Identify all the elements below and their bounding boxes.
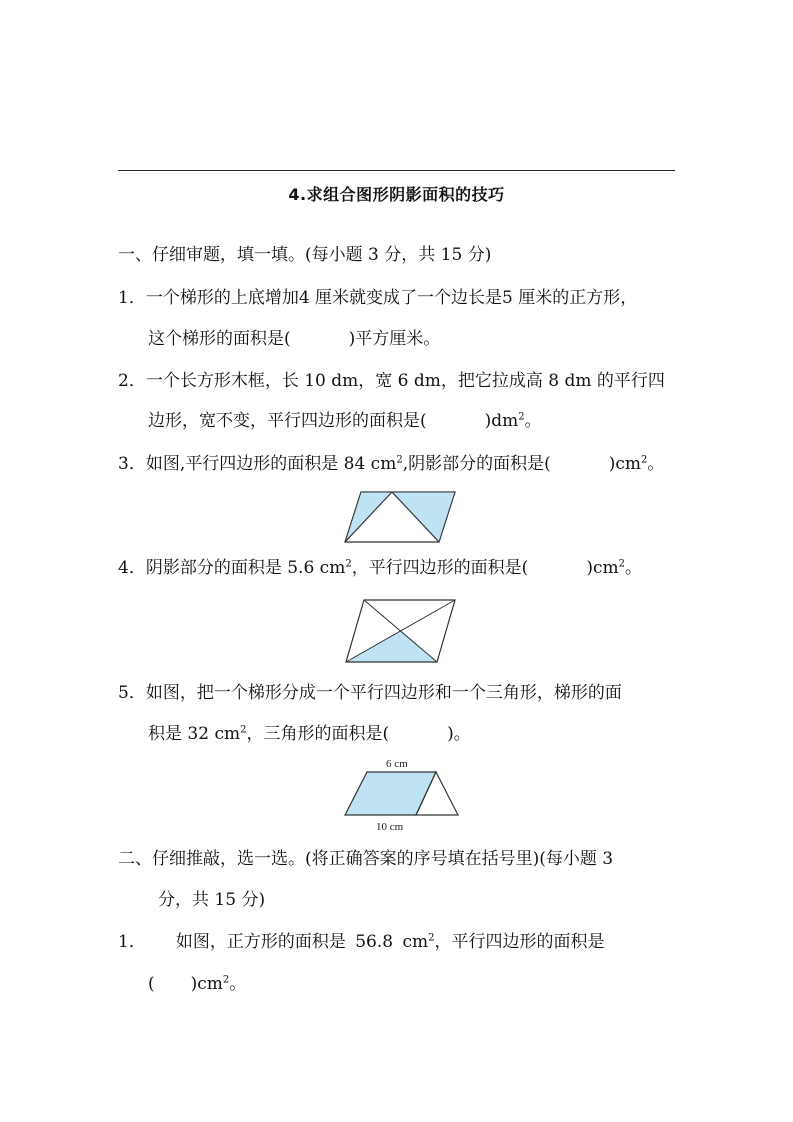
q4-sup2: 2 [618, 558, 625, 570]
q5-sup: 2 [240, 724, 247, 736]
q4-figure [345, 598, 457, 664]
s2-q1-sup1: 2 [428, 932, 435, 944]
q2-sup: 2 [518, 411, 525, 423]
q2-text-c: 。 [524, 411, 542, 431]
q5-text-b: ，三角形的面积是( [246, 724, 390, 744]
q3-figure [344, 490, 456, 544]
q4-text-c: )cm [586, 558, 619, 578]
q3-number: 3． [118, 454, 146, 474]
q1-text-b: )平方厘米。 [348, 329, 441, 349]
q5-line2 [148, 723, 471, 745]
s2-q1-line2 [148, 973, 246, 995]
q3-shade-right [392, 492, 455, 542]
q4-text-d: 。 [624, 558, 642, 578]
q2-text-a: 边形，宽不变，平行四边形的面积是( [148, 411, 427, 431]
q5-number: 5． [118, 683, 146, 703]
q3-sup2: 2 [641, 454, 648, 466]
q2-line1 [118, 370, 665, 392]
s2-q1-sup2: 2 [222, 974, 230, 986]
q5-text-c: )。 [447, 724, 471, 744]
q5-text-a: 积是 32 cm [148, 724, 241, 744]
q4-text-a: 阴影部分的面积是 5.6 cm [145, 558, 346, 578]
q3-text-d: 。 [647, 454, 665, 474]
q1-text-line1: 一个梯形的上底增加4 厘米就变成了一个边长是5 厘米的正方形， [145, 288, 638, 308]
q1-text-a: 这个梯形的面积是( [148, 329, 291, 349]
q2-line2 [148, 410, 542, 432]
q5-fig-bottom-label: 10 cm [376, 821, 404, 833]
header-rule [118, 170, 675, 171]
s2-q1-line1 [118, 931, 605, 953]
q3-text-b: ,阴影部分的面积是( [402, 454, 551, 474]
q4-text-b: ，平行四边形的面积是( [351, 558, 529, 578]
q1-line1 [118, 287, 637, 309]
q3-text-a: 如图,平行四边形的面积是 84 cm [145, 454, 397, 474]
section1-heading: 一、仔细审题，填一填。(每小题 3 分，共 15 分) [118, 245, 492, 265]
q2-number: 2． [118, 371, 146, 391]
q5-parallelogram [345, 772, 436, 815]
section2-heading-line1: 二、仔细推敲，选一选。(将正确答案的序号填在括号里)(每小题 3 [118, 849, 614, 869]
q5-text-line1: 如图，把一个梯形分成一个平行四边形和一个三角形，梯形的面 [145, 683, 622, 703]
q3-line [118, 453, 664, 475]
q4-line [118, 557, 642, 579]
q4-sup1: 2 [345, 558, 352, 570]
q1-line2 [148, 328, 440, 350]
q4-number: 4． [118, 558, 146, 578]
s2-q1-text-e: 。 [229, 974, 247, 994]
q5-line1 [118, 682, 622, 704]
q1-number: 1． [118, 288, 146, 308]
s2-q1-text-d: )cm [190, 974, 223, 994]
s2-q1-text-b: ，平行四边形的面积是 [434, 932, 605, 952]
page-title: 4.求组合图形阴影面积的技巧 [288, 185, 505, 204]
s2-q1-number: 1． [118, 932, 146, 952]
q3-text-c: )cm [608, 454, 642, 474]
section2-heading-line2: 分，共 15 分) [158, 890, 266, 910]
q3-sup1: 2 [396, 454, 403, 466]
s2-q1-text-c: ( [148, 974, 155, 994]
q2-text-line1: 一个长方形木框，长 10 dm，宽 6 dm，把它拉成高 8 dm 的平行四 [145, 371, 665, 391]
q5-fig-top-label: 6 cm [386, 758, 408, 770]
s2-q1-text-a: 如图，正方形的面积是 56.8 cm [175, 932, 429, 952]
q5-figure [338, 756, 462, 836]
q2-text-b: )dm [484, 411, 519, 431]
